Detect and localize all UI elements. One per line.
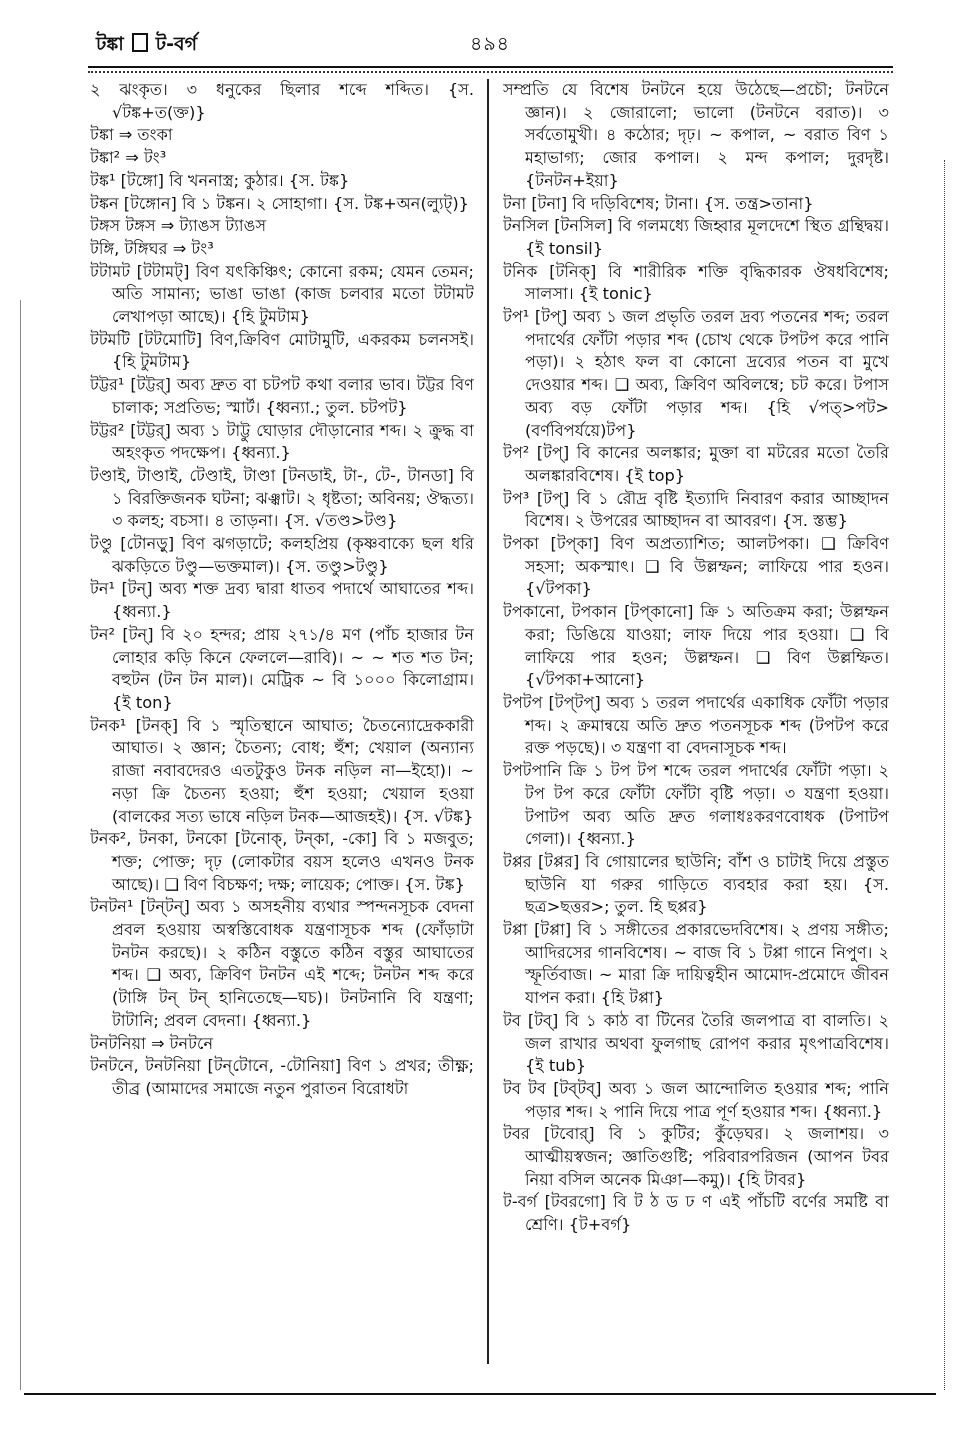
separator-box-icon [132,33,148,52]
dictionary-entry: টব [টব্] বি ১ কাঠ বা টিনের তৈরি জলপাত্র বা বালতি। ২ জল রাখার অথবা ফুলগাছ রোপণ করার মৃৎপাত্রবিশেষ। {ই tub} [503,1010,889,1076]
right-column [503,79,889,1369]
dictionary-entry: সম্প্রতি যে বিশেষ টনটনে হয়ে উঠেছে—প্রচৌ; টনটনে জ্ঞান)। ২ জোরালো; ভালো (টনটনে বরাত)। ৩ সর্বতোমুখী। ৪ কঠোর; দৃঢ়। ~ কপাল, ~ বরাত বিণ ১ মহাভাগ্য; জোর কপাল। ২ মন্দ কপাল; দুরদৃষ্ট। {টনটন+ইয়া} [503,80,889,190]
dictionary-entry: টঙ্কা ⇒ তংকা [90,125,173,145]
dictionary-entry: টটমটি [টটমোটি] বিণ,ক্রিবিণ মোটামুটি, একরকম চলনসই। {হি টুমটাম} [90,329,474,372]
header-dotted-rule [88,71,893,73]
dictionary-entry: টপকানো, টপকান [টপ্‌কানো] ক্রি ১ অতিক্রম করা; উল্লম্ফন করা; ডিঙিয়ে যাওয়া; লাফ দিয়ে পার হওয়া। ❑ বি লাফিয়ে পার হওন; উল্লম্ফন। ❑ বিণ উল্লম্ফিত। {√টপকা+আনো} [503,602,889,690]
page-number: ৪৯৪ [470,33,510,55]
dictionary-entry: টনিক [টনিক্] বি শারীরিক শক্তি বৃদ্ধিকারক ঔষধবিশেষ; সালসা। {ই tonic} [503,261,889,304]
dictionary-entry: টঙ্ক¹ [টঙ্গো] বি খননাস্ত্র; কুঠার। {স. টঙ্ক} [90,170,350,190]
dictionary-entry: টপ¹ [টপ্] অব্য ১ জল প্রভৃতি তরল দ্রব্য পতনের শব্দ; তরল পদার্থের ফোঁটা পড়ার শব্দ (চোখ থেকে টপটপ করে পানি পড়া)। ২ হঠাৎ ফল বা কোনো দ্রব্যের পতন বা মুখে দেওয়ার শব্দ। ❑ অব্য, ক্রিবিণ অবিলম্বে; চট করে। টপাস অব্য বড় ফোঁটা পড়ার শব্দ। {হি √পত্>পট>(বর্ণবিপর্যয়ে)টপ} [503,307,889,440]
header-headword: টঙ্কা [96,33,124,55]
dictionary-entry: টনটনে, টনটনিয়া [টন্‌টোনে, -টোনিয়া] বিণ ১ প্রখর; তীক্ষ্ণ; তীব্র (আমাদের সমাজে নতুন পুরাতন বিরোধটা [90,1056,474,1098]
dictionary-entry: টঙ্গস টঙ্গস ⇒ ট্যাঙস ট্যাঙস [90,216,267,236]
dictionary-entry: টনটন¹ [টন্‌টন্] অব্য ১ অসহনীয় ব্যথার স্পন্দনসূচক বেদনা প্রবল হওয়ায় অস্বস্তিবোধক যন্ত্রণাসূচক শব্দ (ফোঁড়াটা টনটন করছে)। ২ কঠিন বস্তুতে কঠিন বস্তুর আঘাতের শব্দ। ❑ অব্য, ক্রিবিণ টনটন এই শব্দে; টনটন শব্দ করে (টাঙ্গি টন্ টন্ হানিতেছে—ঘচ)। টনটনানি বি যন্ত্রণা; টাটানি; প্রবল বেদনা। {ধ্বন্যা.} [90,897,474,1030]
dictionary-entry: টপ³ [টপ্] বি ১ রৌদ্র বৃষ্টি ইত্যাদি নিবারণ করার আচ্ছাদন বিশেষ। ২ উপরের আচ্ছাদন বা আবরণ। {স. স্তম্ভ} [503,488,889,531]
scan-edge-right [944,160,946,1390]
dictionary-entry: টপ্পা [টপ্পা] বি ১ সঙ্গীতের প্রকারভেদবিশেষ। ২ প্রণয় সঙ্গীত; আদিরসের গানবিশেষ। ~ বাজ বি ১ টপ্পা গানে নিপুণ। ২ স্ফূর্তিবাজ। ~ মারা ক্রি দায়িত্বহীন আমোদ-প্রমোদে জীবন যাপন করা। {হি টপ্পা} [503,920,889,1008]
dictionary-entry: টনটনিয়া ⇒ টনটনে [90,1033,214,1053]
dictionary-entry: টণ্ডাই, টাণ্ডাই, টেণ্ডাই, টাণ্ডা [টনডাই, টা-, টে-, টানডা] বি ১ বিরক্তিজনক ঘটনা; ঝঞ্ঝাট। ২ ধৃষ্টতা; অবিনয়; ঔদ্ধত্য। ৩ কলহ; বচসা। ৪ তাড়না। {স. √তণ্ড>টণ্ড} [90,465,474,531]
dictionary-entry: ২ ঝংকৃত। ৩ ধনুকের ছিলার শব্দে শব্দিত। {স. √টঙ্ক+ত(ক্ত)} [90,80,474,122]
dictionary-entry: টঙ্গি, টঙ্গিঘর ⇒ টং³ [90,238,214,258]
dictionary-entry: টণ্ডু [টোনড়ু] বিণ ঝগড়াটে; কলহপ্রিয় (কৃষ্ণবাক্যে ছল ধরি ঝকড়িতে টণ্ডু—ভক্তমাল)। {স. তণ্ডু>টণ্ডু} [90,534,474,576]
dictionary-entry: টপকা [টপ্‌কা] বিণ অপ্রত্যাশিত; আলটপকা। ❑ ক্রিবিণ সহসা; অকস্মাৎ। ❑ বি উল্লম্ফন; লাফিয়ে পার হওন। {√টপকা} [503,534,889,599]
dictionary-entry: টনক², টনকা, টনকো [টনোক্, টন্‌কা, -কো] বি ১ মজবুত; শক্ত; পোক্ত; দৃঢ় (লোকটার বয়স হলেও এখনও টনক আছে)। ❑ বিণ বিচক্ষণ; দক্ষ; লায়েক; পোক্ত। {স. টঙ্ক} [90,829,474,894]
dictionary-entry: টটামট [টটামট্] বিণ যৎকিঞ্চিৎ; কোনো রকম; যেমন তেমন; অতি সামান্য; ভাঙা ভাঙা (কাজ চলবার মতো টটামট লেখাপড়া আছে)। {হি টুমটাম} [90,261,474,327]
header-rule [88,66,893,68]
dictionary-entry: টট্টর¹ [টট্টর্] অব্য দ্রুত বা চটপট কথা বলার ভাব। টট্টর বিণ চালাক; সপ্রতিভ; স্মার্ট। {ধ্বন্যা.; তুল. চটপট} [90,375,474,417]
dictionary-entry: টনসিল [টনসিল] বি গলমধ্যে জিহ্বার মূলদেশে স্থিত গ্রন্থিদ্বয়। {ই tonsil} [503,216,889,258]
header-section: ট-বর্গ [155,33,198,55]
dictionary-entry: টব টব [টব্‌টব্] অব্য ১ জল আন্দোলিত হওয়ার শব্দ; পানি পড়ার শব্দ। ২ পানি দিয়ে পাত্র পূর্ণ হওয়ার শব্দ। {ধ্বন্যা.} [503,1078,889,1121]
dictionary-entry: টপটপ [টপ্‌টপ্] অব্য ১ তরল পদার্থের একাধিক ফোঁটা পড়ার শব্দ। ২ ক্রমান্বয়ে অতি দ্রুত পতনসূচক শব্দ (টপটপ করে রক্ত পড়ছে)। ৩ যন্ত্রণা বা বেদনাসূচক শব্দ। [503,692,889,758]
left-column [90,79,474,1369]
dictionary-entry: টপ্পর [টপ্পর] বি গোয়ালের ছাউনি; বাঁশ ও চাটাই দিয়ে প্রস্তুত ছাউনি যা গরুর গাড়িতে ব্যবহার করা হয়। {স. ছত্র>ছত্তর>; তুল. হি ছপ্পর} [503,851,889,917]
dictionary-entry: টপটপানি ক্রি ১ টপ টপ শব্দে তরল পদার্থের ফোঁটা পড়া। ২ টপ টপ করে ফোঁটা ফোঁটা বৃষ্টি পড়া। ৩ যন্ত্রণা হওয়া। টপাটপ অব্য অতি দ্রুত গলাধঃকরণবোধক (টপাটপ গেলা)। {ধ্বন্যা.} [503,761,889,849]
scan-edge-left [20,300,22,1390]
dictionary-entry: টনক¹ [টনক্] বি ১ স্মৃতিস্থানে আঘাত; চৈতন্যোদ্রেককারী আঘাত। ২ জ্ঞান; চৈতন্য; বোধ; হুঁশ; খেয়াল (অন্যান্য রাজা নবাবদেরও এতটুকুও টনক নড়িল না—ইহো)। ~ নড়া ক্রি চৈতন্য হওয়া; হুঁশ হওয়া; খেয়াল হওয়া (বালকের সত্য ভাষে নড়িল টনক—আজহই)। {স. √টঙ্ক} [90,715,474,826]
running-header [96,30,197,62]
dictionary-entry: টঙ্কা² ⇒ টং³ [90,148,167,168]
column-divider [487,79,489,1364]
dictionary-entry: টঙ্কন [টঙ্গোন] বি ১ টঙ্কন। ২ সোহাগা। {স. টঙ্ক+অন(ল্যুট্)} [90,193,469,213]
dictionary-entry: টন¹ [টন্] অব্য শক্ত দ্রব্য দ্বারা ধাতব পদার্থে আঘাতের শব্দ। {ধ্বন্যা.} [90,579,474,622]
dictionary-entry: টন² [টন্] বি ২০ হন্দর; প্রায় ২৭১/৪ মণ (পাঁচ হাজার টন লোহার কড়ি কিনে ফেললে—রাবি)। ~ ~ শত শত টন; বহুটন (টন টন মাল)। মেট্রিক ~ বি ১০০০ কিলোগ্রাম। {ই ton} [90,624,474,712]
dictionary-entry: টট্টর² [টট্টর্] অব্য ১ টাট্টু ঘোড়ার দৌড়ানোর শব্দ। ২ ক্রুদ্ধ বা অহংকৃত পদক্ষেপ। {ধ্বন্যা.} [90,420,474,463]
dictionary-entry: টনা [টনা] বি দড়িবিশেষ; টানা। {স. তন্ত্র>তানা} [503,193,814,213]
dictionary-entry: টপ² [টপ্] বি কানের অলঙ্কার; মুক্তা বা মটরের মতো তৈরি অলঙ্কারবিশেষ। {ই top} [503,443,889,485]
bottom-rule [24,1393,936,1395]
dictionary-entry: টবর [টবোর্] বি ১ কুটির; কুঁড়েঘর। ২ জলাশয়। ৩ আত্মীয়স্বজন; জ্ঞাতিগুষ্টি; পরিবারপরিজন (আপন টবর নিয়া বসিল অনেক মিঞা—কমু)। {হি টাবর} [503,1124,889,1189]
dictionary-entry: ট-বর্গ [টবরগো] বি ট ঠ ড ঢ ণ এই পাঁচটি বর্ণের সমষ্টি বা শ্রেণি। {ট+বর্গ} [503,1192,889,1235]
